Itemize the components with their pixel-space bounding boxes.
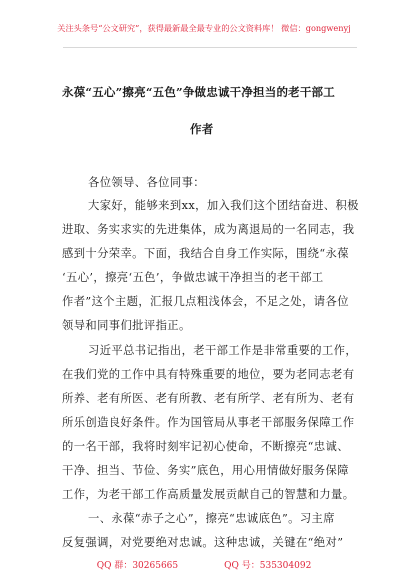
body-line: 一、永葆“赤子之心”，擦亮“忠诚底色”。习主席 (88, 512, 335, 525)
body-line: 反复强调，对党要绝对忠诚。这种忠诚，关键在“绝对” (62, 536, 344, 549)
footer-qq-group: QQ 群：30265665 (96, 561, 179, 571)
page-footer (0, 558, 408, 571)
salutation: 各位领导、各位同事： (88, 176, 205, 189)
body-line: 工作，为老干部工作高质量发展贡献自己的智慧和力量。 (62, 488, 355, 501)
document-title-line-2: 作者 (190, 122, 214, 136)
body-line: 习近平总书记指出，老干部工作是非常重要的工作， (88, 344, 358, 357)
body-line: 所养、老有所医、老有所教、老有所学、老有所为、老有 (62, 392, 355, 405)
page-header (0, 0, 408, 54)
body-line: 领导和同事们批评指正。 (62, 319, 191, 332)
footer-qq-number: QQ 号：535304092 (224, 561, 312, 571)
body-line: 作者”这个主题，汇报几点粗浅体会，不足之处，请各位 (62, 295, 349, 308)
body-line: 大家好，能够来到xx，加入我们这个团结奋进、积极 (88, 199, 359, 212)
body-line: 感到十分荣幸。下面，我结合自身工作实际，围绕“永葆 (62, 247, 349, 260)
header-banner: 关注头条号“公文研究”，获得最新最全最专业的公文资料库！ 微信：gongwenyj (57, 23, 351, 33)
body-line: 的一名干部，我将时刻牢记初心使命，不断擦亮“忠诚、 (62, 440, 349, 453)
body-line: 所乐创造良好条件。作为国管局从事老干部服务保障工作 (62, 416, 355, 429)
header-divider (63, 47, 357, 48)
body-line: 进取、务实求实的先进集体，成为离退局的一名同志，我 (62, 223, 355, 236)
body-line: 干净、担当、节俭、务实”底色，用心用情做好服务保障 (62, 464, 349, 477)
document-title-line-1: 永葆“五心”擦亮“五色”争做忠诚干净担当的老干部工 (62, 85, 335, 99)
body-line: 在我们党的工作中具有特殊重要的地位，要为老同志老有 (62, 368, 355, 381)
body-line: ‘五心’，擦亮‘五色’，争做忠诚干净担当的老干部工 (62, 271, 324, 284)
